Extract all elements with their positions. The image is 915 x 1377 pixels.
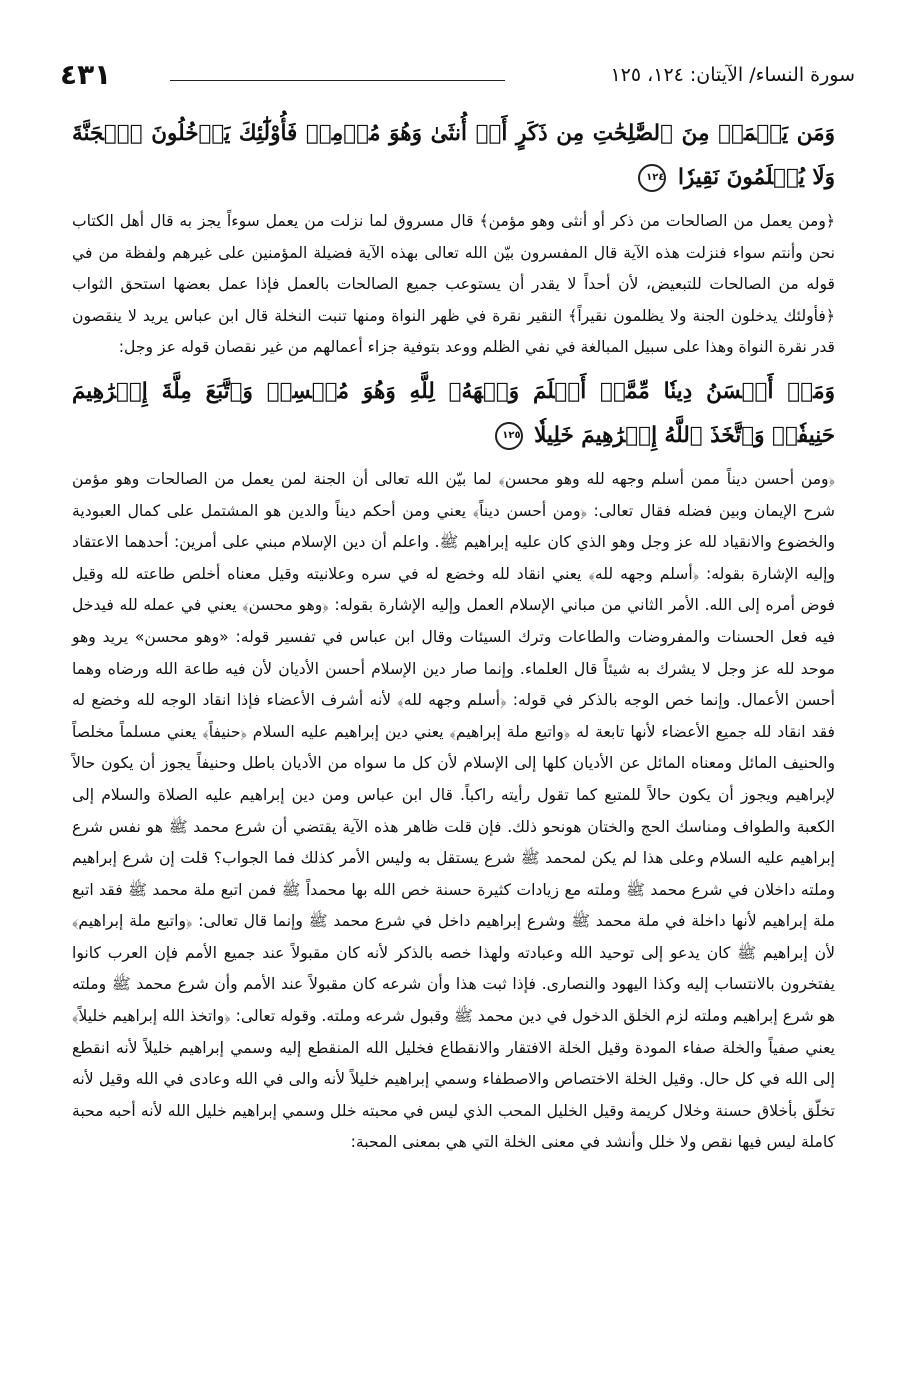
- header-rule: [170, 80, 505, 81]
- verse-text: وَمَنۡ أَحۡسَنُ دِينٗا مِّمَّنۡ أَسۡلَمَ وَجۡهَهُۥ لِلَّهِ وَهُوَ مُحۡسِنٞ وَٱتَّبَعَ مِلَّةَ إِبۡرَٰهِيمَ حَنِيفٗاۗ وَٱتَّخَذَ ٱللَّهُ إِبۡرَٰهِيمَ خَلِيلٗا: [72, 378, 835, 448]
- commentary-paragraph: ﴿ومن يعمل من الصالحات من ذكر أو أنثى وهو مؤمن﴾ قال مسروق لما نزلت من يعمل سوءاً يجز به قال أهل الكتاب نحن وأنتم سواء فنزلت هذه الآية قال المفسرون بيّن الله تعالى بهذه الآية فضيلة المؤمنين على غيرهم ولفظة من في قوله من الصالحات للتبعيض، لأن أحداً لا يقدر أن يستوعب جميع الصالحات بالعمل فإذا عمل بعضها استحق الثواب ﴿فأولئك يدخلون الجنة ولا يظلمون نقيراً﴾ النقير نقرة في ظهر النواة ومنها تنبت النخلة قال ابن عباس يريد لا ينقصون قدر نقرة النواة وهذا على سبيل المبالغة في نفي الظلم ووعد بتوفية جزاء أعمالهم من غير نقصان قوله عز وجل:: [72, 212, 835, 357]
- page-number: ٤٣١: [60, 58, 112, 91]
- verse-number-marker: ١٢٥: [495, 422, 523, 450]
- verse-number-marker: ١٢٤: [638, 164, 666, 192]
- quran-verse-124: [72, 112, 835, 200]
- quran-verse-125: [72, 370, 835, 458]
- page-header: [60, 58, 855, 94]
- page-body: [72, 112, 835, 1159]
- running-title: سورة النساء/ الآيتان: ١٢٤، ١٢٥: [610, 64, 855, 86]
- commentary-paragraph: ﴿ومن أحسن ديناً ممن أسلم وجهه لله وهو محسن﴾ لما بيّن الله تعالى أن الجنة لمن يعمل من الصالحات وهو مؤمن شرح الإيمان وبين فضله فقال تعالى: ﴿ومن أحسن ديناً﴾ يعني ومن أحكم ديناً والدين هو المشتمل على كمال العبودية والخضوع والانقياد لله عز وجل وهو الذي كان عليه إبراهيم ﷺ. واعلم أن دين الإسلام مبني على أمرين: أحدهما الاعتقاد وإليه الإشارة بقوله: ﴿أسلم وجهه لله﴾ يعني انقاد لله وخضع له في سره وعلانيته وقيل معناه أخلص طاعته لله وقيل فوض أمره إلى الله. الأمر الثاني من مباني الإسلام العمل وإليه الإشارة بقوله: ﴿وهو محسن﴾ يعني في عمله لله فيدخل فيه فعل الحسنات والمفروضات والطاعات وترك السيئات وقال ابن عباس في تفسير قوله: «وهو محسن» يريد وهو موحد لله عز وجل لا يشرك به شيئاً قال العلماء. وإنما صار دين الإسلام أحسن الأديان لأن فيه طاعة الله ورضاه وهما أحسن الأعمال. وإنما خص الوجه بالذكر في قوله: ﴿أسلم وجهه لله﴾ لأنه أشرف الأعضاء فإذا انقاد الوجه لله وخضع له فقد انقاد لله جميع الأعضاء لأنها تابعة له ﴿واتبع ملة إبراهيم﴾ يعني دين إبراهيم عليه السلام ﴿حنيفاً﴾ يعني مسلماً مخلصاً والحنيف المائل ومعناه المائل عن الأديان كلها إلى الإسلام لأن كل ما سواه من الأديان باطل وحنيفاً يجوز أن يكون حالاً لإبراهيم ويجوز أن يكون حالاً للمتبع كما تقول رأيته راكباً. قال ابن عباس ومن دين إبراهيم عليه الصلاة والسلام إلى الكعبة والطواف ومناسك الحج والختان هونحو ذلك. فإن قلت ظاهر هذه الآية يقتضي أن شرع محمد ﷺ هو نفس شرع إبراهيم عليه السلام وعلى هذا لم يكن لمحمد ﷺ شرع يستقل به وليس الأمر كذلك فما الجواب؟ قلت إن شرع إبراهيم وملته داخلان في شرع محمد ﷺ وملته مع زيادات كثيرة حسنة خص الله بها محمداً ﷺ فمن اتبع ملة محمد ﷺ فقد اتبع ملة إبراهيم لأنها داخلة في ملة محمد ﷺ وشرع إبراهيم داخل في شرع محمد ﷺ وإنما قال تعالى: ﴿واتبع ملة إبراهيم﴾ لأن إبراهيم ﷺ كان يدعو إلى توحيد الله وعبادته ولهذا خصه بالذكر لأنه كان مقبولاً عند جميع الأمم فإن العرب كانوا يفتخرون بالانتساب إليه وكذا اليهود والنصارى. فإذا ثبت هذا وأن شرعه كان مقبولاً عند الأمم وأن شرع محمد ﷺ وملته هو شرع إبراهيم وملته لزم الخلق الدخول في دين محمد ﷺ وقبول شرعه وملته. وقوله تعالى: ﴿واتخذ الله إبراهيم خليلاً﴾ يعني صفياً والخلة صفاء المودة وقيل الخلة الافتقار والانقطاع فخليل الله المنقطع إليه وسمي إبراهيم خليلاً لأنه انقطع إلى الله في كل حال. وقيل الخلة الاختصاص والاصطفاء وسمي إبراهيم خليلاً لأنه والى في الله وعادى في الله وقيل لأنه تخلّق بأخلاق حسنة وخلال كريمة وقيل الخليل المحب الذي ليس في محبته خلل وسمي إبراهيم خليل الله لأنه أحبه محبة كاملة ليس فيها نقص ولا خلل وأنشد في معنى الخلة التي هي بمعنى المحبة:: [72, 469, 835, 1152]
- verse-text: وَمَن يَعۡمَلۡ مِنَ ٱلصَّٰلِحَٰتِ مِن ذَكَرٍ أَوۡ أُنثَىٰ وَهُوَ مُؤۡمِنٞ فَأُوْلَٰٓئِكَ يَدۡخُلُونَ ٱلۡجَنَّةَ وَلَا يُظۡلَمُونَ نَقِيرٗا: [72, 121, 835, 190]
